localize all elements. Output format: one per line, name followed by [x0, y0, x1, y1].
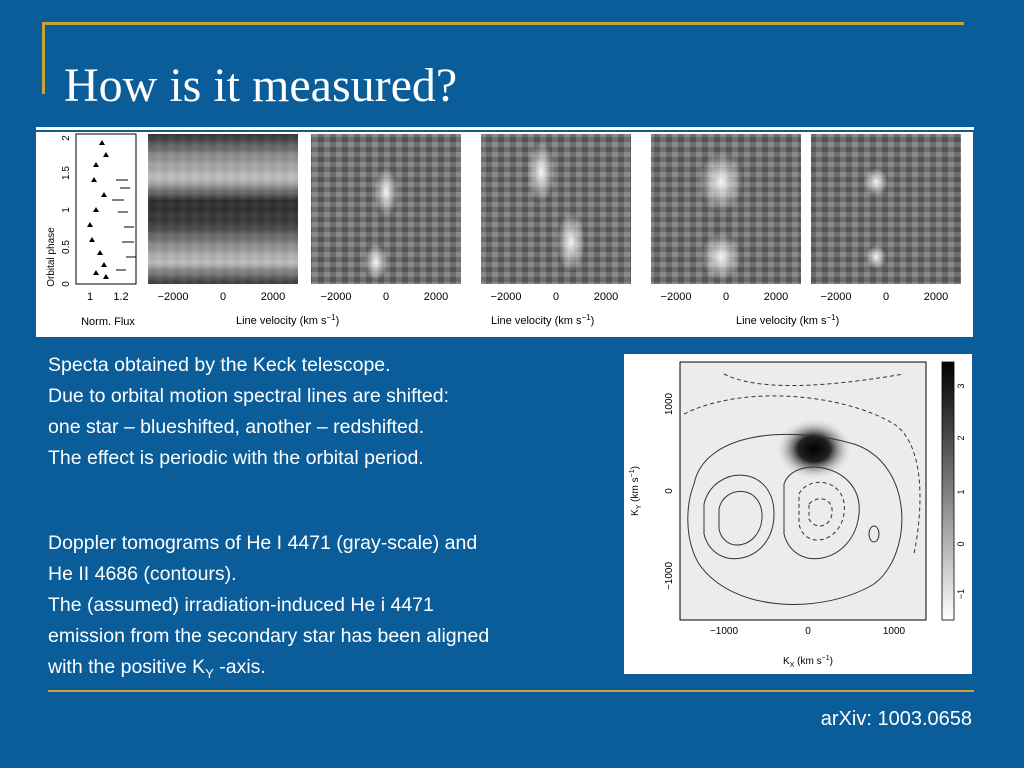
- vel-tick: 2000: [423, 291, 449, 303]
- ky-tick: −1000: [664, 561, 675, 591]
- colorbar-tick: −1: [956, 588, 966, 600]
- flux-tick-1: 1: [86, 291, 94, 303]
- vel-tick: −2000: [820, 291, 852, 303]
- vel-tick: 2000: [763, 291, 789, 303]
- vel-tick: 2000: [923, 291, 949, 303]
- velocity-axis-label: Line velocity (km $s^{-1}$): [491, 313, 595, 327]
- body-line: Due to orbital motion spectral lines are shifted:: [48, 385, 450, 407]
- vel-tick: 0: [722, 291, 730, 303]
- ky-tick: 1000: [664, 392, 675, 416]
- body-line-last: with the positive $K_Y$ -axis.: [48, 656, 266, 681]
- phase-tick-15: 1.5: [61, 166, 72, 180]
- velocity-axis-label: Line velocity (km $s^{-1}$): [236, 313, 340, 327]
- velocity-axis-label: Line velocity (km $s^{-1}$): [736, 313, 840, 327]
- vel-tick: 2000: [260, 291, 286, 303]
- vel-tick: 2000: [593, 291, 619, 303]
- vel-tick: −2000: [320, 291, 352, 303]
- colorbar-tick: 2: [956, 435, 966, 441]
- trailed-spectra-figure: [36, 132, 973, 337]
- tomogram-frame: [680, 362, 926, 620]
- spectra-svg: [36, 132, 973, 337]
- colorbar-tick: 1: [956, 489, 966, 495]
- spectrum-panel-4: [651, 134, 801, 284]
- kx-tick: 1000: [882, 626, 906, 637]
- kx-tick: −1000: [709, 626, 739, 637]
- spectrum-panel-2: [311, 134, 461, 284]
- ky-tick: 0: [664, 488, 675, 494]
- orbital-phase-label: Orbital phase: [46, 227, 57, 287]
- body-line: one star – blueshifted, another – redshifted.: [48, 416, 425, 438]
- phase-tick-1: 1: [61, 207, 72, 213]
- spectrum-panel-5: [811, 134, 961, 284]
- colorbar: [942, 362, 954, 620]
- phase-tick-0: 0: [61, 281, 72, 287]
- tomogram-svg: [624, 354, 972, 674]
- gold-frame-left: [42, 24, 45, 94]
- doppler-tomogram-figure: [624, 354, 972, 674]
- kx-tick: 0: [805, 626, 811, 637]
- body-line: He II 4686 (contours).: [48, 563, 237, 585]
- colorbar-tick: 0: [956, 541, 966, 547]
- flux-points: [87, 140, 136, 279]
- vel-tick: 0: [552, 291, 560, 303]
- slide-title: How is it measured?: [64, 59, 458, 112]
- phase-tick-2: 2: [61, 135, 72, 141]
- flux-tick-12: 1.2: [113, 291, 129, 303]
- gold-frame-top: [42, 22, 964, 25]
- kx-axis-label: $K_X$ (km $s^{-1}$): [783, 655, 833, 669]
- vel-tick: −2000: [490, 291, 522, 303]
- phase-tick-05: 0.5: [61, 240, 72, 254]
- colorbar-tick: 3: [956, 383, 966, 389]
- body-line: Specta obtained by the Keck telescope.: [48, 354, 391, 376]
- vel-tick: 0: [382, 291, 390, 303]
- footer-citation: arXiv: 1003.0658: [820, 708, 972, 730]
- body-line: Doppler tomograms of He I 4471 (gray-scale) and: [48, 532, 478, 554]
- body-line: The (assumed) irradiation-induced He i 4471: [48, 594, 434, 616]
- vel-tick: 0: [219, 291, 227, 303]
- footer-rule: [48, 690, 974, 692]
- vel-tick: −2000: [660, 291, 692, 303]
- body-line: The effect is periodic with the orbital period.: [48, 447, 424, 469]
- vel-tick: 0: [882, 291, 890, 303]
- body-line: emission from the secondary star has been aligned: [48, 625, 490, 647]
- vel-tick: −2000: [157, 291, 189, 303]
- flux-axis-label: Norm. Flux: [81, 316, 135, 328]
- ky-axis-label: $K_Y$ (km $s^{-1}$): [629, 466, 643, 516]
- spectrum-panel-3: [481, 134, 631, 284]
- spectrum-panel-1: [148, 134, 298, 284]
- emission-spot: [774, 417, 854, 481]
- title-rule: [36, 127, 974, 130]
- slide-body: [48, 350, 638, 689]
